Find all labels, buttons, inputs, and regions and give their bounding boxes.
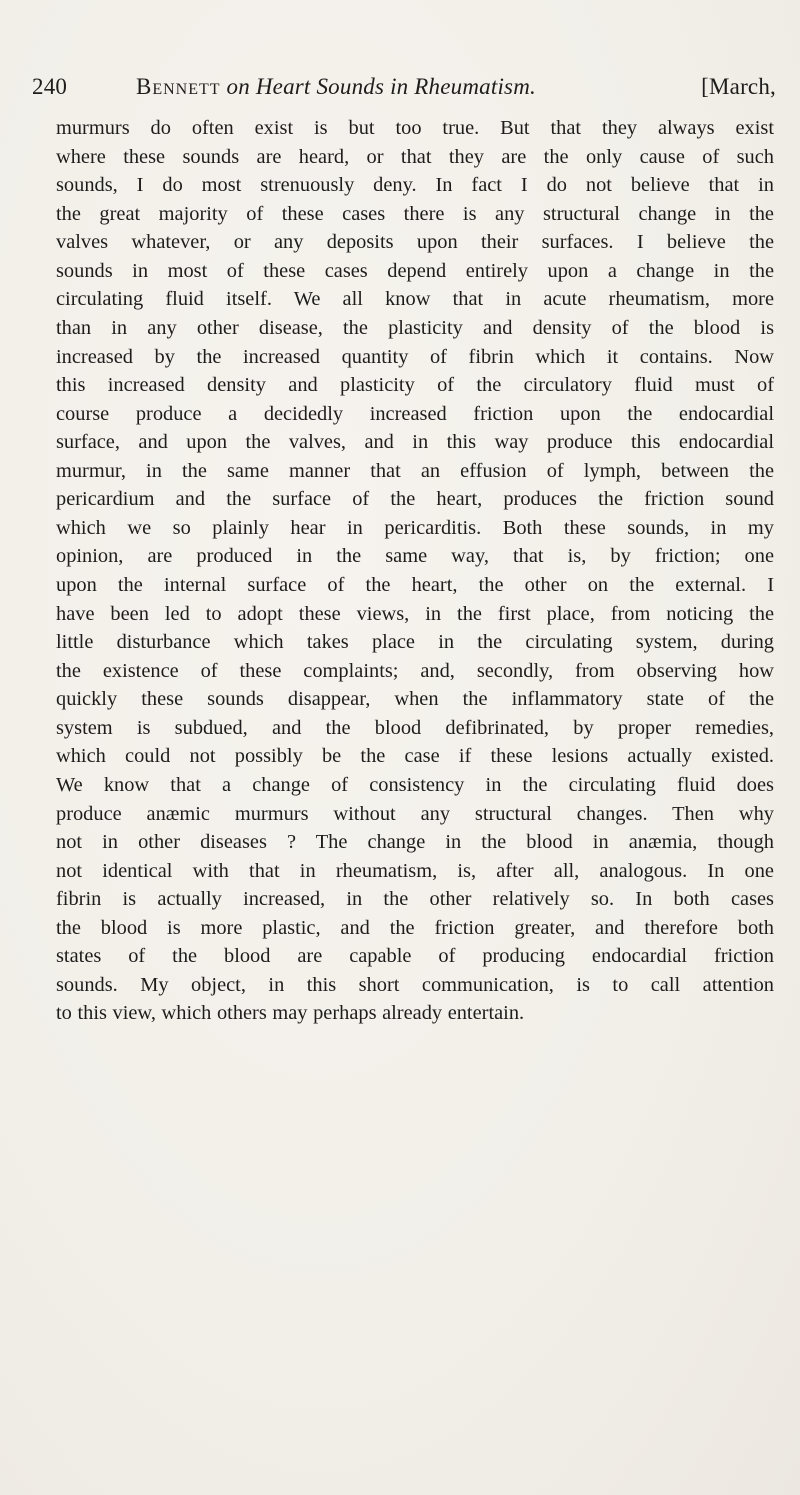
page-number: 240	[32, 74, 68, 99]
running-head-author: Bennett	[136, 74, 221, 99]
body-text-last-line: to this view, which others may perhaps already entertain.	[56, 1002, 525, 1025]
body-paragraph	[56, 114, 774, 1028]
running-head	[136, 74, 536, 100]
header-date: [March,	[701, 74, 776, 99]
running-head-on: on	[226, 74, 250, 99]
body-text-main: murmurs do often exist is but too true. But that they always exist where these sounds are heard, or that they are the only cause of such sounds, I do most strenuously deny. In fact I do not believe that in the great majority of these cases there is any structural change in the valves whatever, or any deposits upon their surfaces. I believe the sounds in most of these cases depend entirely upon a change in the circulating fluid itself. We all know that in acute rheumatism, more than in any other disease, the plasticity and density of the blood is increased by the increased quantity of fibrin which it contains. Now this increased density and plasticity of the circulatory fluid must of course produce a decidedly increased friction upon the endocardial surface, and upon the valves, and in this way produce this endocardial murmur, in the same manner that an effusion of lymph, between the pericardium and the surface of the heart, produces the friction sound which we so plainly hear in pericarditis. Both these sounds, in my opinion, are produced in the same way, that is, by friction; one upon the internal surface of the heart, the other on the external. I have been led to adopt these views, in the first place, from noticing the little disturbance which takes place in the circulating system, during the existence of these complaints; and, secondly, from observing how quickly these sounds disappear, when the inflammatory state of the system is subdued, and the blood defibrinated, by proper remedies, which could not possibly be the case if these lesions actually existed. We know that a change of consistency in the circulating fluid does produce anæmic murmurs without any structural changes. Then why not in other diseases ? The change in the blood in anæmia, though not identical with that in rheumatism, is, after all, analogous. In one fibrin is actually increased, in the other relatively so. In both cases the blood is more plastic, and the friction greater, and therefore both states of the blood are capable of producing endocardial friction sounds. My object, in this short communication, is to call attention	[56, 117, 774, 996]
running-head-title: Heart Sounds in Rheumatism.	[255, 74, 536, 99]
page-header	[32, 74, 776, 108]
